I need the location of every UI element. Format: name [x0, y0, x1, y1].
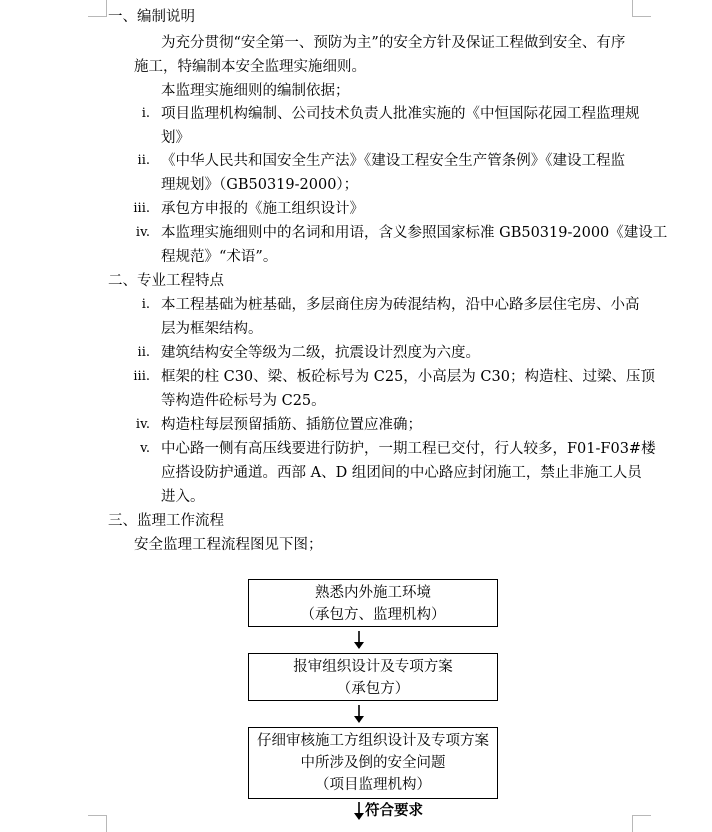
section-heading-2: 二、专业工程特点 [108, 273, 224, 289]
list-item-text: 层为框架结构。 [161, 321, 263, 337]
list-item-text: 《中华人民共和国安全生产法》《建设工程安全生产管条例》《建设工程监 [161, 153, 625, 169]
section-1-paragraph-line: 为充分贯彻“安全第一、预防为主”的安全方针及保证工程做到安全、有序 [161, 35, 626, 51]
list-item-number: ii. [137, 345, 150, 360]
list-item-number: v. [140, 441, 150, 456]
crop-mark-top-right [632, 0, 651, 17]
list-item-text: 等构造件砼标号为 C25。 [161, 393, 326, 409]
crop-mark-bottom-right [632, 815, 651, 832]
list-item-number: i. [141, 106, 150, 121]
list-item-text: 项目监理机构编制、公司技术负责人批准实施的《中恒国际花园工程监理规 [161, 106, 640, 122]
list-item-text: 应搭设防护通道。西部 A、D 组团间的中心路应封闭施工，禁止非施工人员 [161, 465, 642, 481]
flowchart-arrow-label: 符合要求 [365, 802, 423, 819]
list-item-text: 本工程基础为桩基础，多层商住房为砖混结构，沿中心路多层住宅房、小高 [161, 297, 640, 313]
flowchart-box-submit-plan [248, 653, 498, 701]
section-heading-1: 一、编制说明 [108, 9, 195, 25]
flowchart-box-review-plan [248, 727, 498, 799]
list-item-number: iii. [133, 369, 150, 384]
flowchart-box-line: （承包方、监理机构） [300, 607, 446, 623]
list-item-text: 进入。 [161, 489, 205, 505]
section-heading-3: 三、监理工作流程 [108, 513, 224, 529]
list-item-text: 本监理实施细则中的名词和用语，含义参照国家标准 GB50319-2000《建设工 [161, 225, 668, 241]
list-item-number: iv. [135, 225, 150, 240]
list-item-text: 理规划》（GB50319-2000）； [161, 177, 359, 193]
flowchart-box-line: （承包方） [336, 681, 410, 697]
flowchart-box-line: 仔细审核施工方组织设计及专项方案 [257, 733, 489, 749]
list-item-number: ii. [137, 153, 150, 168]
crop-mark-top-left [88, 0, 107, 17]
flowchart-box-line: （项目监理机构） [315, 777, 431, 793]
list-item-text: 划》 [161, 130, 190, 146]
list-item-number: iii. [133, 201, 150, 216]
list-item-text: 承包方申报的《施工组织设计》 [161, 201, 364, 217]
list-item-text: 构造柱每层预留插筋、插筋位置应准确； [161, 417, 422, 433]
list-item-text: 中心路一侧有高压线要进行防护，一期工程已交付，行人较多，F01-F03#楼 [161, 441, 656, 457]
flowchart-arrow-down-icon [351, 704, 367, 722]
list-item-number: i. [141, 297, 150, 312]
list-item-text: 建筑结构安全等级为二级，抗震设计烈度为六度。 [161, 345, 480, 361]
flowchart-box-line: 报审组织设计及专项方案 [293, 659, 453, 675]
section-1-paragraph-line: 施工，特编制本安全监理实施细则。 [134, 59, 366, 75]
flowchart-box-familiarize-environment [248, 579, 498, 627]
crop-mark-bottom-left [88, 815, 107, 832]
flowchart-box-line: 中所涉及倒的安全问题 [300, 755, 446, 771]
list-item-text: 程规范》“术语”。 [161, 249, 278, 265]
section-1-paragraph-line: 本监理实施细则的编制依据； [161, 83, 350, 99]
flowchart-box-line: 熟悉内外施工环境 [315, 585, 431, 601]
list-item-text: 框架的柱 C30、梁、板砼标号为 C25，小高层为 C30；构造柱、过梁、压顶 [161, 369, 655, 385]
flowchart-arrow-down-icon [351, 630, 367, 648]
section-3-paragraph-line: 安全监理工程流程图见下图； [134, 537, 323, 553]
list-item-number: iv. [135, 417, 150, 432]
